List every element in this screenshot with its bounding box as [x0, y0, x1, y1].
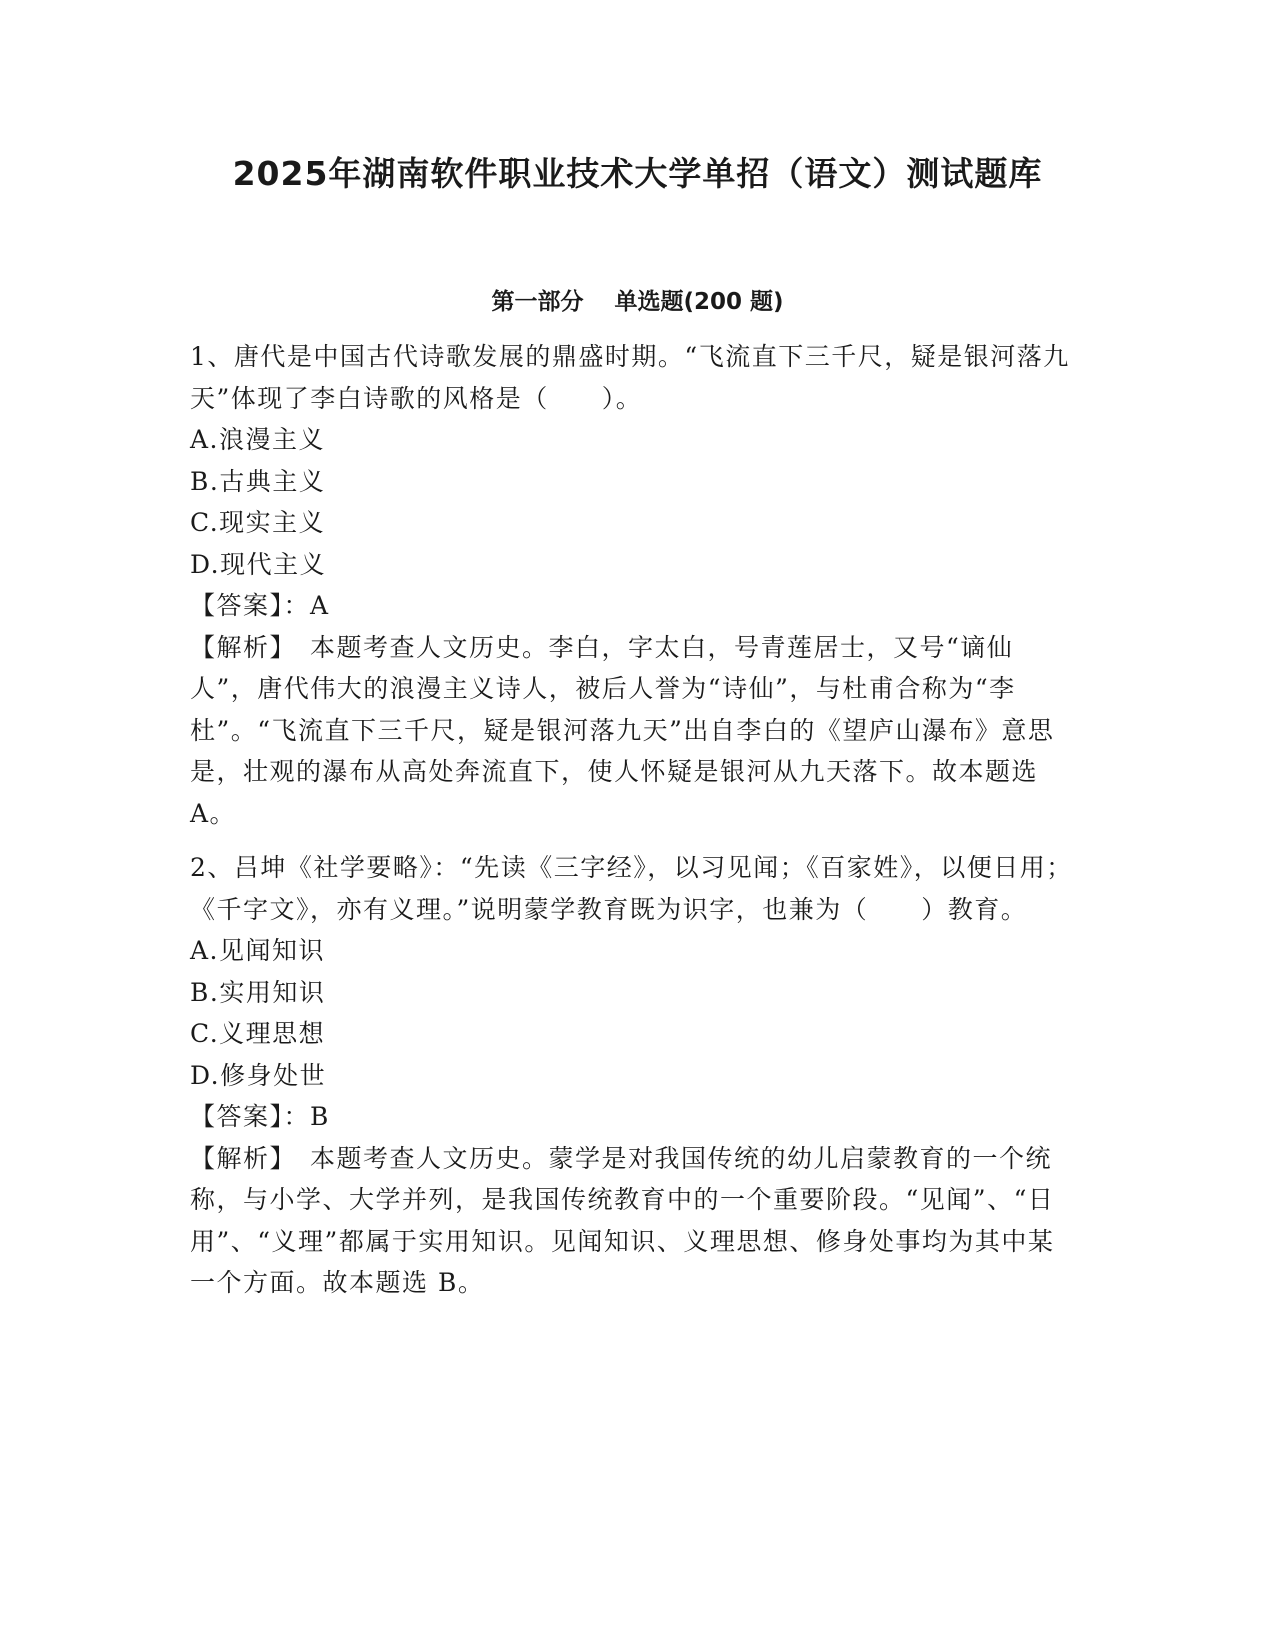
option-d: D.修身处世 — [190, 1060, 327, 1090]
section-title: 第一部分 单选题(200 题) — [491, 289, 784, 315]
option-b: B.实用知识 — [190, 977, 326, 1007]
option-c: C.义理思想 — [190, 1019, 326, 1048]
answer-line — [190, 585, 1080, 627]
answer-line — [190, 1096, 1080, 1138]
explanation-text: 本题考查人文历史。李白，字太白，号青莲居士，又号“谪仙人”，唐代伟大的浪漫主义诗人，被后人誉为“诗仙”，与杜甫合称为“李杜”。“飞流直下三千尺，疑是银河落九天”出自李白的《望庐山瀑布》意思是，壮观的瀑布从高处奔流直下，使人怀疑是银河从九天落下。故本题选 A。 — [190, 632, 1055, 828]
question-item — [190, 847, 1080, 1304]
answer-value: B — [310, 1102, 330, 1131]
question-item — [190, 336, 1080, 834]
option-d: D.现代主义 — [190, 549, 327, 579]
option-a: A.浪漫主义 — [190, 425, 326, 454]
answer-label: 【答案】： — [190, 1102, 311, 1131]
option-a: A.见闻知识 — [190, 936, 326, 965]
question-list — [190, 336, 1080, 1317]
explanation — [190, 627, 1080, 835]
option-c: C.现实主义 — [190, 508, 326, 537]
question-stem: 2、吕坤《社学要略》：“先读《三字经》，以习见闻；《百家姓》，以便日用；《千字文》，亦有义理。”说明蒙学教育既为识字，也兼为（ ）教育。 — [190, 853, 1073, 924]
answer-value: A — [310, 591, 330, 620]
explanation-label: 【解析】 — [190, 632, 311, 662]
explanation-text: 本题考查人文历史。蒙学是对我国传统的幼儿启蒙教育的一个统称，与小学、大学并列，是我国传统教育中的一个重要阶段。“见闻”、“日用”、“义理”都属于实用知识。见闻知识、义理思想、修身处事均为其中某一个方面。故本题选 B。 — [190, 1143, 1055, 1297]
explanation — [190, 1138, 1080, 1304]
question-stem: 1、唐代是中国古代诗歌发展的鼎盛时期。“飞流直下三千尺，疑是银河落九天”体现了李白诗歌的风格是（ ）。 — [190, 342, 1070, 413]
option-b: B.古典主义 — [190, 466, 326, 496]
answer-label: 【答案】： — [190, 591, 311, 620]
document-title: 2025年湖南软件职业技术大学单招（语文）测试题库 — [232, 154, 1043, 193]
explanation-label: 【解析】 — [190, 1143, 311, 1173]
